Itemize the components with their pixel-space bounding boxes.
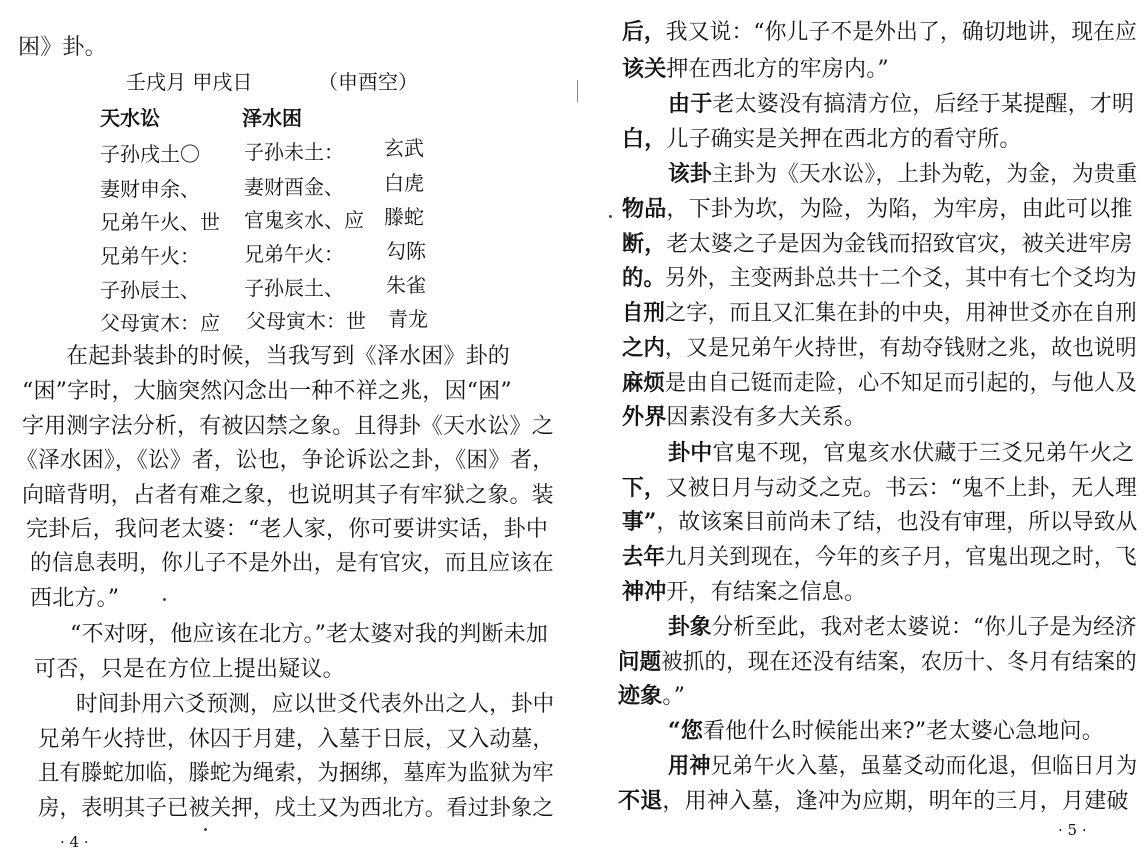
- text-line: 的。另外，主变两卦总共十二个爻，其中有七个爻均为: [622, 265, 1137, 291]
- page-number: · 4 ·: [60, 833, 89, 851]
- gua-title-main: 天水讼: [100, 106, 160, 130]
- text-line: 该关押在西北方的牢房内。”: [622, 56, 889, 82]
- text-line: 房，表明其子已被关押，戌土又为西北方。看过卦象之: [38, 796, 554, 821]
- text-line: 西北方。”: [30, 586, 120, 611]
- line-lead: 去年: [622, 544, 665, 570]
- date-line: 壬戌月 甲戌日: [126, 70, 253, 94]
- text-line: 兄弟午火持世，休囚于月建，入墓于日辰，又入动墓，: [38, 727, 554, 752]
- void-note: （申酉空）: [318, 70, 418, 94]
- line-lead: 外界: [622, 404, 667, 430]
- text-line: 困》卦。: [18, 35, 107, 60]
- line-lead: 后，: [622, 19, 666, 45]
- scan-speck: [163, 598, 166, 601]
- gua-title-changed: 泽水困: [242, 106, 302, 130]
- line-lead: 不退: [618, 788, 663, 814]
- gua-line-changed: 官鬼亥水、应: [244, 208, 364, 232]
- text-line: 该卦主卦为《天水讼》，上卦为乾，为金，为贵重: [668, 161, 1138, 187]
- line-lead: 麻烦: [622, 370, 665, 396]
- six-god: 滕蛇: [384, 205, 424, 229]
- line-lead: 卦中: [668, 440, 713, 466]
- gua-line-changed: 妻财酉金、: [244, 175, 344, 199]
- text-line: “不对呀，他应该在北方。”老太婆对我的判断未加: [70, 622, 549, 647]
- gua-line-main: 兄弟午火：: [100, 244, 200, 268]
- gua-line-main: 子孙辰土、: [100, 278, 200, 302]
- line-lead: “您: [668, 718, 704, 744]
- text-line: 在起卦装卦的时候，当我写到《泽水困》卦的: [66, 344, 511, 369]
- line-lead: 下，: [622, 475, 666, 501]
- text-line: 自刑之字，而且又汇集在卦的中央，用神世爻亦在自刑: [622, 300, 1137, 326]
- text-line: 后，我又说：“你儿子不是外出了，确切地讲，现在应: [622, 19, 1138, 45]
- text-line: 《泽水困》，《讼》者，讼也，争论诉讼之卦，《困》者，: [16, 448, 555, 473]
- line-lead: 的。: [622, 265, 665, 291]
- text-line: 断，老太婆之子是因为金钱而招致官灾，被关进牢房: [622, 231, 1133, 257]
- text-line: 白，儿子确实是关押在西北方的看守所。: [622, 126, 1022, 152]
- text-line: “困”字时，大脑突然闪念出一种不祥之兆，因“困”: [22, 379, 512, 404]
- line-lead: 该卦: [668, 161, 712, 187]
- text-line: 下，又被日月与动爻之克。书云：“鬼不上卦，无人理: [622, 475, 1138, 501]
- text-line: 神冲开，有结案之信息。: [622, 579, 867, 605]
- gua-line-main: 妻财申余、: [100, 177, 200, 201]
- six-god: 玄武: [384, 136, 424, 160]
- text-line: 时间卦用六爻预测，应以世爻代表外出之人，卦中: [76, 692, 555, 717]
- text-line: 向暗背明，占者有难之象，也说明其子有牢狱之象。装: [22, 483, 554, 508]
- scan-speck: [609, 215, 612, 218]
- text-line: 字用测字法分析，有被囚禁之象。且得卦《天水讼》之: [22, 414, 554, 439]
- text-line: 的信息表明，你儿子不是外出，是有官灾，而且应该在: [30, 551, 554, 576]
- gua-line-changed: 子孙未土：: [244, 140, 344, 164]
- gutter-mark: [577, 80, 578, 102]
- gua-line-main: 子孙戌土〇: [100, 142, 200, 166]
- text-line: 麻烦是由自己铤而走险，心不知足而引起的，与他人及: [622, 370, 1137, 396]
- text-line: 可否，只是在方位上提出疑议。: [34, 657, 345, 682]
- gua-line-changed: 父母寅木：世: [246, 309, 366, 333]
- line-lead: 白，: [622, 126, 667, 152]
- scan-speck: [204, 828, 207, 831]
- text-line: 物品，下卦为坎，为险，为陷，为牢房，由此可以推: [622, 196, 1133, 222]
- line-lead: 神冲: [622, 579, 667, 605]
- text-line: 用神兄弟午火入墓，虽墓爻动而化退，但临日月为: [668, 753, 1138, 779]
- line-lead: 之内: [622, 335, 665, 361]
- text-line: 之内，又是兄弟午火持世，有劫夺钱财之兆，故也说明: [622, 335, 1137, 361]
- line-lead: 迹象: [618, 683, 663, 709]
- text-line: 问题被抓的，现在还没有结案，农历十、冬月有结案的: [618, 649, 1137, 675]
- page-number: · 5 ·: [1058, 821, 1087, 839]
- six-god: 青龙: [388, 307, 428, 331]
- gua-line-changed: 兄弟午火：: [244, 242, 344, 266]
- text-line: 迹象。”: [618, 683, 686, 709]
- six-god: 勾陈: [386, 239, 426, 263]
- gua-line-main: 兄弟午火、世: [100, 210, 220, 234]
- gua-line-changed: 子孙辰土、: [244, 276, 344, 300]
- left-page: [0, 0, 560, 854]
- text-line: 且有滕蛇加临，滕蛇为绳索，为捆绑，墓库为监狱为牢: [38, 761, 554, 786]
- right-page: [580, 0, 1143, 854]
- text-line: 完卦后，我问老太婆：“老人家，你可要讲实话，卦中: [26, 517, 549, 542]
- text-line: 外界因素没有多大关系。: [622, 404, 867, 430]
- text-line: 卦象分析至此，我对老太婆说：“你儿子是为经济: [668, 614, 1137, 640]
- line-lead: 问题: [618, 649, 662, 675]
- line-lead: 由于: [668, 91, 713, 117]
- six-god: 朱雀: [386, 273, 426, 297]
- line-lead: 断，: [622, 231, 667, 257]
- line-lead: 用神: [668, 753, 711, 779]
- line-lead: 事”: [622, 509, 657, 535]
- line-lead: 卦象: [668, 614, 712, 640]
- text-line: “您看他什么时候能出来?”老太婆心急地问。: [668, 718, 1104, 744]
- gua-line-main: 父母寅木：应: [100, 311, 220, 335]
- text-line: 不退，用神入墓，逢冲为应期，明年的三月，月建破: [618, 788, 1129, 814]
- text-line: 去年九月关到现在，今年的亥子月，官鬼出现之时，飞: [622, 544, 1137, 570]
- text-line: 卦中官鬼不现，官鬼亥水伏藏于三爻兄弟午火之: [668, 440, 1135, 466]
- line-lead: 该关: [622, 56, 667, 82]
- line-lead: 自刑: [622, 300, 665, 326]
- line-lead: 物品: [622, 196, 667, 222]
- six-god: 白虎: [384, 171, 424, 195]
- text-line: 由于老太婆没有搞清方位，后经于某提醒，才明: [668, 91, 1135, 117]
- text-line: 事”，故该案目前尚未了结，也没有审理，所以导致从: [622, 509, 1138, 535]
